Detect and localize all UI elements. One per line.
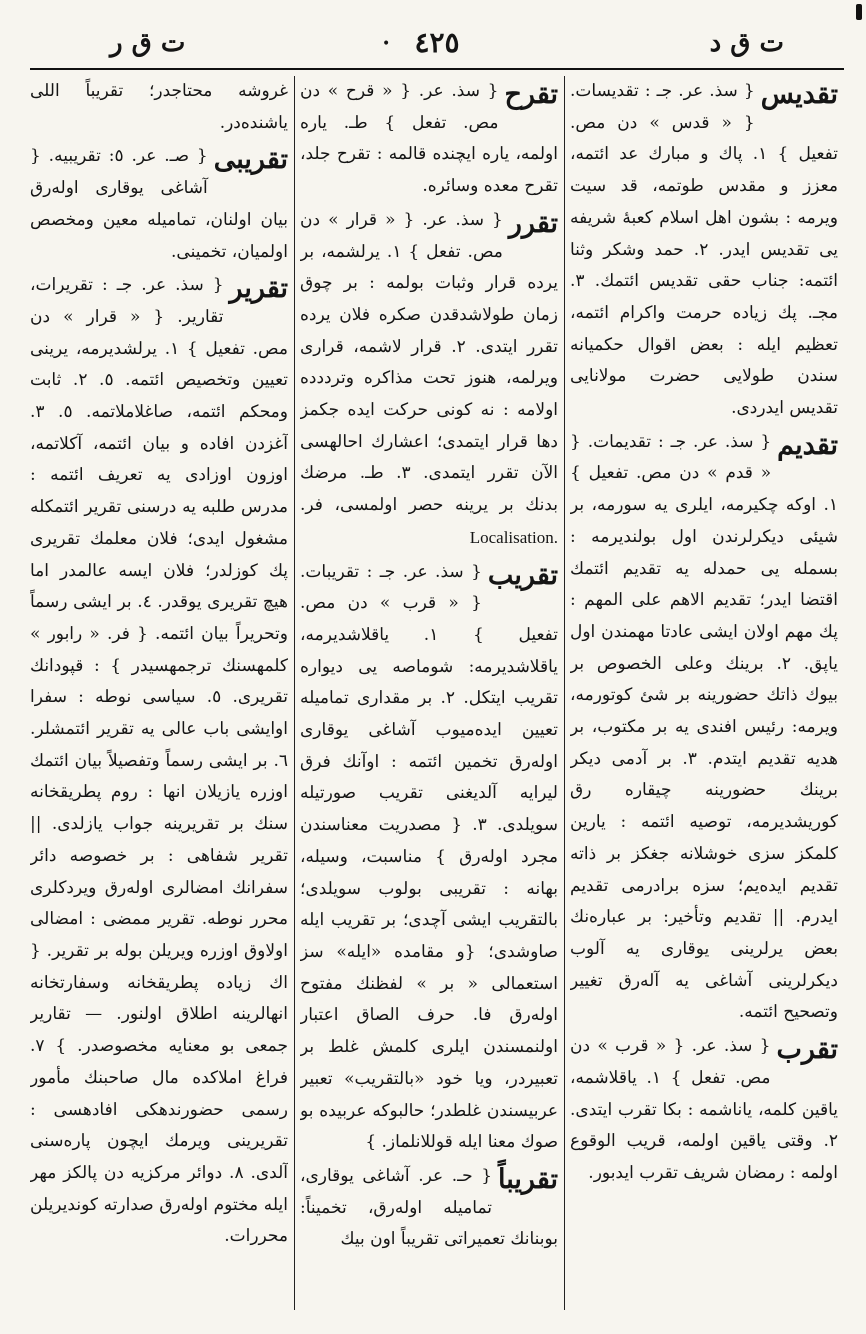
column-right (570, 76, 838, 1310)
entry-headword: تقريباً (498, 1163, 558, 1195)
column-left (30, 76, 288, 1310)
entry-headword: تقريبى (213, 144, 288, 176)
entry-definition: { سذ. عر. جـ : تقديمات. { « قدم » دن مص. تفعيل } ۱. اوكه چكيرمه، ايلرى يه سورمه، بر شيئى ديكرلرندن اول بولنديرمه : بسمله يى حمدله يه تقديم ائتمك اقتضا ايدر؛ تقديم الاهم على المهم : پك مهم اولان ايشى عادتا مهمندن اول ياپق. ۲. برينك وعلى الخصوص بر بيوك ذاتك حضورينه بر شئ كوتورمه، ويرمه: رئيس افندى يه بر مكتوب، بر هديه تقديم ايتدم. ۳. بر آدمى ديكر برينك حضورينه چيقاره رق كوريشديرمه، توصيه ائتمه : يارين كلمكز سزى خوشلانه جغكز بر ذاته تقديم ايدەيم؛ سزه برادرمى تقديم ايدرم. || تقديم وتأخير: بر عبارەنك بعض يرلرينى يوقارى يه آلوب ديكرلرينى آشاغى يه آلەرق تغيير وتصحيح ائتمه. (570, 431, 838, 1023)
entry-definition: { صـ. عر. ٥: تقريبيه. { آشاغى يوقارى اولەرق بيان اولنان، تماميله معين ومخصص اولميان، تخمينى. (30, 146, 288, 262)
entry-taqriban (300, 1161, 558, 1256)
entry-continuation (30, 76, 288, 139)
entry-headword: تقديس (760, 79, 838, 110)
entry-definition: { سذ. عر. جـ : تقريبات. { « قرب » دن مص. تفعيل } ۱. ياقلاشديرمه، ياقلاشديرمه: شوماصه يى ديواره تقريب ايتكل. ۲. بر مقدارى تماميله تعيين ايدەميوب آشاغى يوقارى اولەرق تخمين ائتمه : اوآنك فرق ليرايه آلديغنى تقريب صورتيله سويلدى. ۳. { مصدريت معناسندن مجرد اولەرق } مناسبت، وسيله، بهانه : تقريبى بولوب سويلدى؛ بالتقريب ايشى آچدى؛ بر تقريب ايله صاوشدى؛ {و مقامده «ايله» سز استعمالى « بر » لفظنك مفتوح اولەرق فا. حرف الصاق اعتبار اولنمسندن ايلرى كلمش غلط بر تعبيردر، ويا خود «بالتقريب» تعبير عربيسندن غلطدر؛ حالبوكه عربيده بو صوك معنا ايله قوللانلماز. } (300, 561, 558, 1153)
entry-headword: تقرير (229, 273, 288, 305)
header-left-letters: ت ق ر (110, 28, 186, 58)
column-divider (294, 76, 295, 1310)
header-right-letters: ت ق د (709, 28, 784, 58)
entry-definition: { حـ. عر. آشاغى يوقارى، تماميله اولەرق، تخميناً: بوبنانك تعميراتى تقريباً اون بيك (300, 1165, 558, 1250)
page-number: ٤٢٥ (414, 26, 460, 59)
column-divider (564, 76, 565, 1310)
entry-definition: { سذ. عر. جـ : تقريرات، تقارير. { « قرار » دن مص. تفعيل } ۱. يرلشديرمه، يرينى تعيين وتخصيص ائتمه. ٥. ۲. ثابت ومحكم ائتمه، صاغلاملاتمه. ٥. ۳. آغزدن افاده و بيان ائتمه، آكلاتمه، اوزون اوزادى يه تعريف ائتمه : مدرس طلبه يه درسنى تقرير ائتمكله مشغول ايدى؛ فلان معلمك تقريرى پك كوزلدر؛ فلان ايسه عالمدر اما هيچ تقريرى يوقدر. ٤. بر ايشى رسماً وتحريراً بيان ائتمه. { فر. « رابور » كلمهسنك ترجمهسيدر } : قپودانك تقريرى. ٥. سياسى نوطه : سفرا اوايشى باب عالى يه تقرير ائتمشلر. ٦. بر ايشى رسماً وتفصيلاً بيان ائتمك اوزره يازيلان انها : روم پطريقخانه سنك بر تقريرينه جواب يازلدى. || تقرير شفاهى : بر خصوصه دائر سفرانك امضالرى اولەرق ويردكلرى محرر نوطه. تقرير ممضى : امضالى اولاوق اوزره ويريلن بوله بر تقرير. { اك زياده پطريقخانه وسفارتخانه انهالرينه اطلاق اولنور. — تقارير جمعى بو معنايه مخصوصدر. } ۷. فراغ املاكده مال صاحبنك مأمور رسمى حضورندهكى افادهسى : تقريرينى ويرمك ايچون پارەسنى آلدى. ۸. دوائر مركزيه دن پالكز مهر ايله مختوم اولەرق صدارته كونديريلن محررات. (30, 275, 288, 1247)
entry-taqribi (30, 141, 288, 268)
page-edge-mark (856, 4, 862, 20)
header-dot: • (382, 36, 391, 52)
entry-headword: تقريب (487, 559, 558, 591)
entry-taqrir (30, 270, 288, 1253)
entry-taqdis (570, 76, 838, 425)
entry-headword: تقرح (504, 79, 558, 110)
latin-term: Localisation. (469, 527, 558, 547)
entry-definition: { سذ. عر. { « قرار » دن مص. تفعل } ۱. يرلشمه، بر يرده قرار وثبات بولمه : بر چوق زمان طولاشدقدن صكره فلان يرده تقرر ايتدى. ۲. قرار لاشمه، قرارى ويرلمه، هنوز تحت مذاكره وترددده اولامه : نه كونى حركت ايده جكمز دها قرار ايتمدى؛ اعشارك احالهسى الآن تقرر ايتمدى. ۳. طـ. مرضك بدنك بر يرينه حصر اولمسى، فر. (300, 209, 558, 516)
entry-definition: { سذ. عر. جـ : تقديسات. { « قدس » دن مص. تفعيل } ۱. پاك و مبارك عد ائتمه، معزز و مقدس طوتمه، قد سيت ويرمه : بشون اهل اسلام كعبهٔ شريفه يى تقديس ايدر. ۲. حمد وشكر وثنا ائتمه: جناب حقى تقديس ائتمك. ۳. مجـ. پك زياده حرمت واكرام ائتمه، تعظيم ايله : بعض اقوال حكميانه سندن طولايى حضرت مولانايى تقديس ايدردى. (570, 81, 838, 419)
entry-taqrib (300, 557, 558, 1159)
column-middle (300, 76, 558, 1310)
entry-headword: تقرب (776, 1034, 838, 1066)
entry-headword: تقرر (508, 207, 558, 239)
entry-definition: { سذ. عر. { « قرح » دن مص. تفعل } طـ. ياره اولمه، ياره ايچنده قالمه : تقرح جلد، تقرح معده وسائره. (300, 81, 558, 197)
entry-definition: { سذ. عر. { « قرب » دن مص. تفعل } ۱. ياقلاشمه، ياقين كلمه، ياناشمه : بكا تقرب ايتدى. ۲. وقتى ياقين اولمه، قريب الوقوع اولمه : رمضان شريف تقرب ايدبور. (570, 1036, 838, 1183)
entry-taqarrur (300, 205, 558, 555)
entry-taqarruh (300, 76, 558, 203)
header-rule (30, 68, 844, 70)
page-header (30, 22, 844, 68)
entry-headword: تقديم (777, 429, 838, 461)
entry-taqdim (570, 427, 838, 1029)
entry-taqarrub (570, 1031, 838, 1190)
entry-definition: غروشه محتاجدر؛ تقريباً اللى ياشندەدر. (30, 81, 288, 133)
